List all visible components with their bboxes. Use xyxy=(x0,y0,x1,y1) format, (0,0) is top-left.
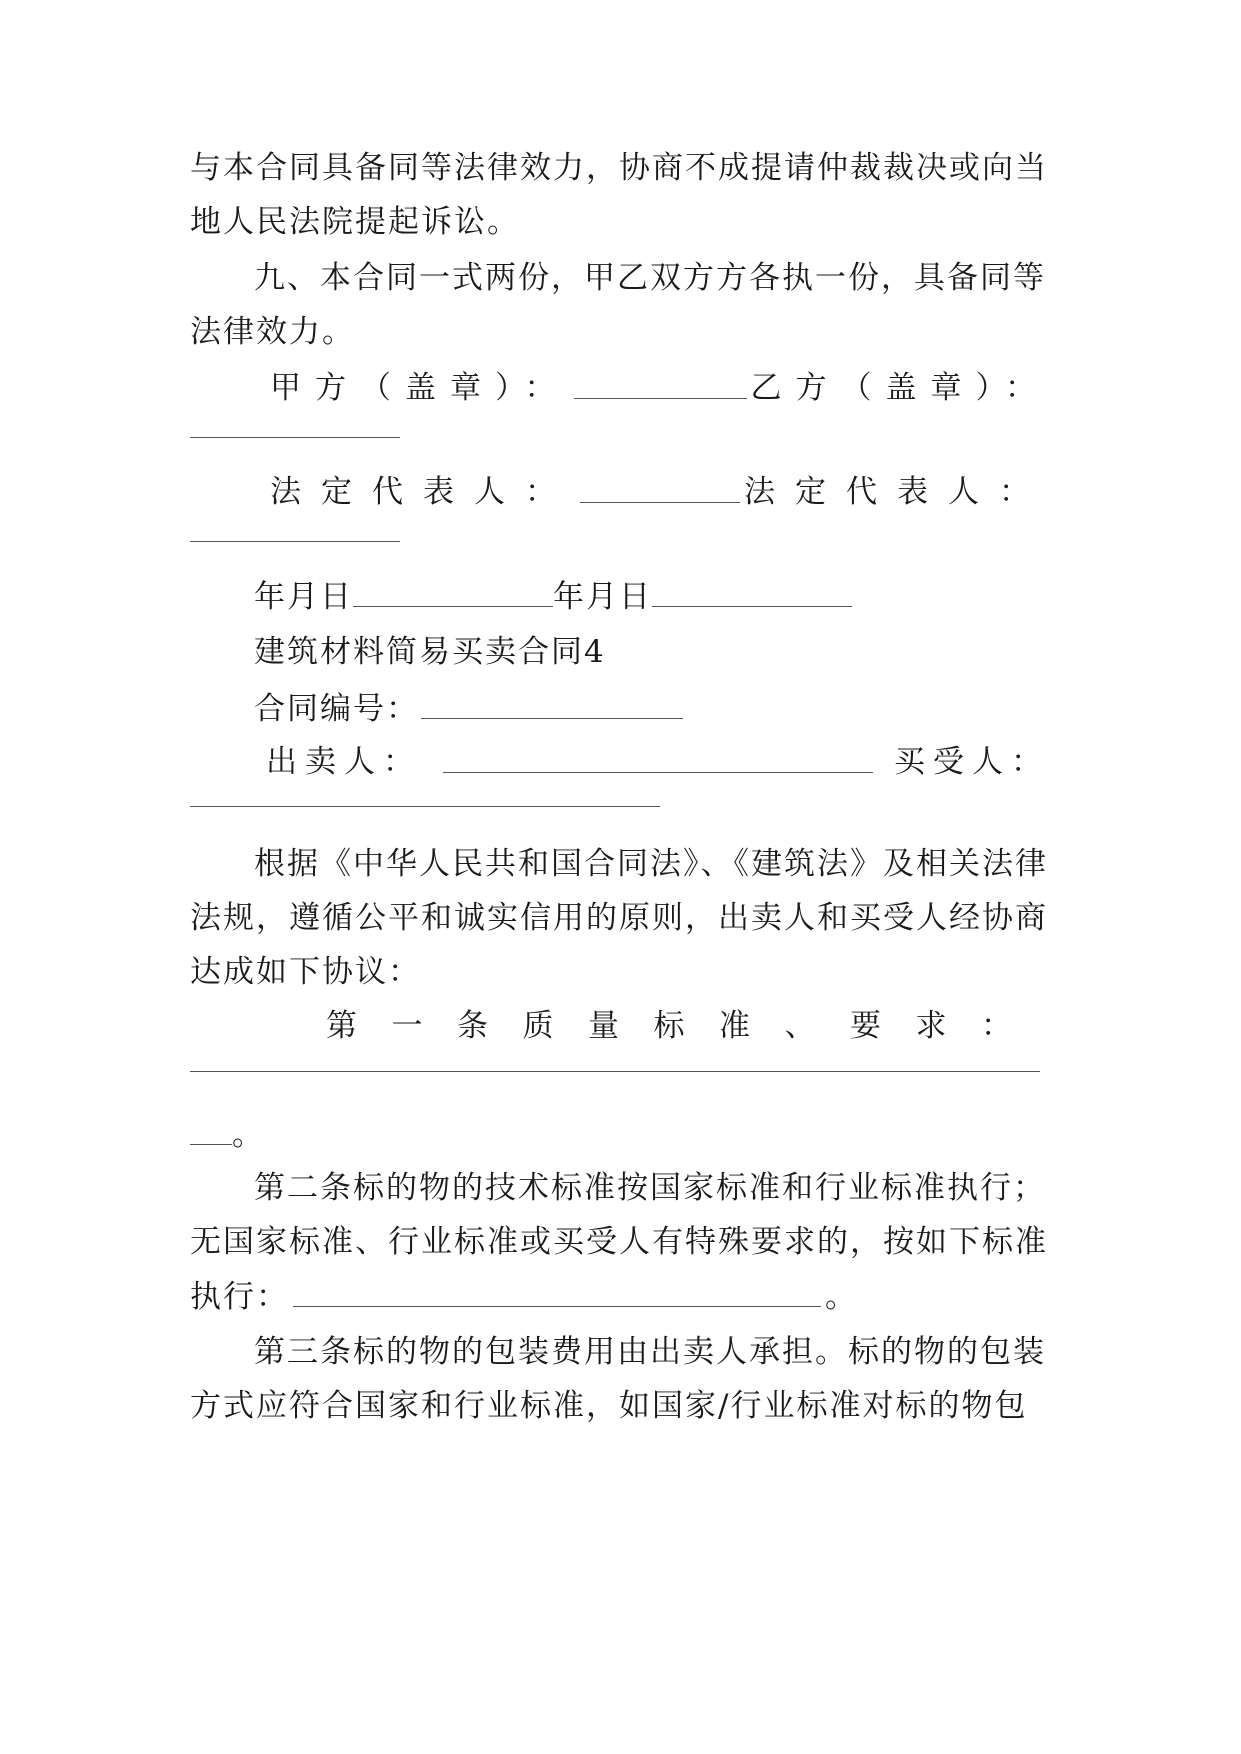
article-two-exec-end: 。 xyxy=(825,1279,858,1315)
contract-number-blank xyxy=(421,688,683,719)
date-row xyxy=(254,576,1054,617)
contract-title: 建筑材料简易买卖合同4 xyxy=(254,634,606,670)
article-three-line: 方式应符合国家和行业标准，如国家/行业标准对标的物包 xyxy=(190,1388,1028,1424)
party-a-seal-blank xyxy=(574,368,747,399)
intro-line: 法规，遵循公平和诚实信用的原则，出卖人和买受人经协商 xyxy=(190,900,1048,936)
party-a-rep-blank xyxy=(580,472,740,503)
article-two-exec-label: 执行： xyxy=(190,1279,289,1315)
paragraph-line: 与本合同具备同等法律效力，协商不成提请仲裁裁决或向当 xyxy=(190,150,1048,186)
article-one-blank xyxy=(190,1070,1040,1072)
article-one-end-row xyxy=(190,1114,1050,1155)
intro-line: 根据《中华人民共和国合同法》、《建筑法》及相关法律 xyxy=(254,846,1048,882)
paragraph-line: 法律效力。 xyxy=(190,314,355,350)
article-one-text: 第一条质量标准、要求： xyxy=(326,1008,1047,1044)
buyer-label: 买受人： xyxy=(894,744,1050,780)
party-a-rep-label: 法定代表人： xyxy=(270,474,576,510)
party-b-date-label: 年月日 xyxy=(553,579,652,615)
clause-nine-line: 九、本合同一式两份，甲乙双方方各执一份，具备同等 xyxy=(254,260,1046,296)
party-seal-row xyxy=(270,368,1050,408)
article-three-line: 第三条标的物的包装费用由出卖人承担。标的物的包装 xyxy=(254,1334,1046,1370)
party-b-rep-label: 法定代表人： xyxy=(744,474,1050,510)
party-b-rep-blank xyxy=(190,540,400,542)
article-two-line: 第二条标的物的技术标准按国家标准和行业标准执行； xyxy=(254,1170,1046,1206)
seller-label: 出卖人： xyxy=(266,744,422,780)
article-one-blank-tail xyxy=(190,1114,232,1145)
article-one-end: 。 xyxy=(232,1117,265,1153)
article-two-line: 无国家标准、行业标准或买受人有特殊要求的，按如下标准 xyxy=(190,1224,1048,1260)
legal-rep-row xyxy=(270,472,1050,512)
contract-number-label: 合同编号： xyxy=(254,691,419,727)
party-b-date-blank xyxy=(652,576,852,607)
seller-blank xyxy=(443,742,873,773)
buyer-blank xyxy=(190,805,660,807)
party-a-date-blank xyxy=(353,576,553,607)
party-b-seal-blank xyxy=(190,436,400,438)
article-two-exec-row xyxy=(190,1276,1050,1317)
party-b-seal-label: 乙方（盖章）： xyxy=(750,370,1050,406)
contract-number-row xyxy=(254,688,1054,729)
party-a-date-label: 年月日 xyxy=(254,579,353,615)
seller-buyer-row xyxy=(266,742,1050,782)
paragraph-line: 地人民法院提起诉讼。 xyxy=(190,204,520,240)
intro-line: 达成如下协议： xyxy=(190,954,421,990)
article-one-label xyxy=(326,1006,1046,1046)
party-a-seal-label: 甲方（盖章）： xyxy=(270,370,570,406)
article-two-exec-blank xyxy=(293,1276,821,1307)
